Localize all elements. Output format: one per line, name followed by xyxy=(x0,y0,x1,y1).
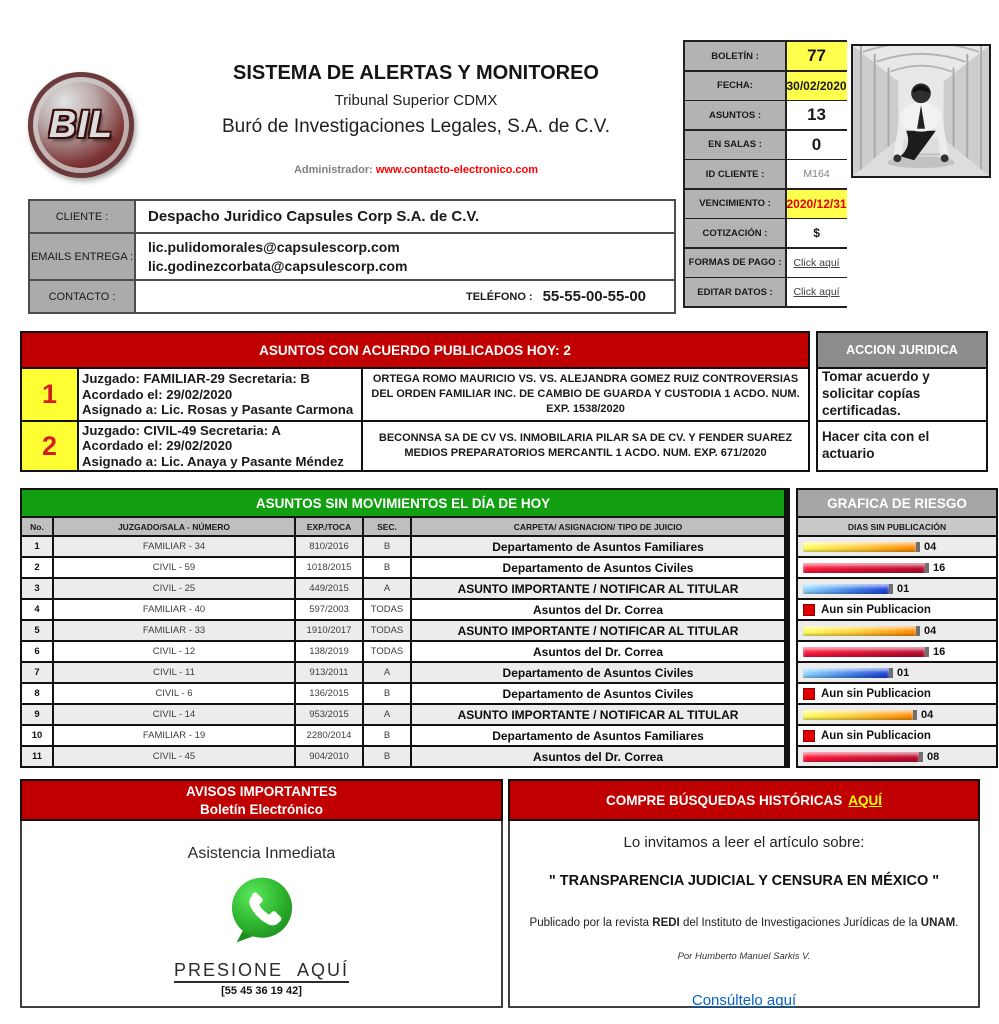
sin-movimientos-title: ASUNTOS SIN MOVIMIENTOS EL DÍA DE HOY xyxy=(22,490,784,516)
expediente-cell: 913/2011 xyxy=(296,663,362,682)
whatsapp-icon[interactable] xyxy=(225,873,299,952)
acuerdos-table-title: ASUNTOS CON ACUERDO PUBLICADOS HOY: 2 xyxy=(22,333,808,367)
column-header: JUZGADO/SALA - NÚMERO xyxy=(54,518,294,535)
risk-bar-cell xyxy=(798,642,996,661)
juzgado-cell: FAMILIAR - 19 xyxy=(54,726,294,745)
avisos-body xyxy=(20,821,503,1008)
no-publication-label: Aun sin Publicacion xyxy=(821,603,931,616)
admin-line xyxy=(160,164,672,176)
expediente-cell: 449/2015 xyxy=(296,579,362,598)
carpeta-cell: Departamento de Asuntos Civiles xyxy=(412,684,784,703)
bil-logo xyxy=(28,72,134,178)
sprinter-photo xyxy=(851,44,991,178)
days-value: 16 xyxy=(933,561,946,574)
risk-bar xyxy=(803,584,893,594)
secretaria-cell: B xyxy=(364,558,410,577)
no-publication-square xyxy=(803,730,815,742)
juzgado-cell: CIVIL - 25 xyxy=(54,579,294,598)
invite-text: Lo invitamos a leer el artículo sobre: xyxy=(623,834,865,851)
asistencia-text: Asistencia Inmediata xyxy=(187,845,336,862)
secretaria-cell: A xyxy=(364,705,410,724)
expediente-cell: 953/2015 xyxy=(296,705,362,724)
grafica-riesgo-column xyxy=(796,488,998,768)
secretaria-cell: TODAS xyxy=(364,621,410,640)
row-number-cell: 9 xyxy=(22,705,52,724)
risk-bar-cell xyxy=(798,726,996,745)
carpeta-cell: Asuntos del Dr. Correa xyxy=(412,642,784,661)
juzgado-cell: CIVIL - 45 xyxy=(54,747,294,766)
avisos-title: AVISOS IMPORTANTES xyxy=(185,783,337,799)
risk-bar xyxy=(803,542,920,552)
juzgado-line: Acordado el: 29/02/2020 xyxy=(82,438,233,454)
risk-bar-cell xyxy=(798,558,996,577)
info-row-value: 30/02/2020 xyxy=(787,72,847,100)
phone-number: 55-55-00-55-00 xyxy=(542,288,646,305)
journal-name: REDI xyxy=(652,917,680,929)
risk-bar xyxy=(803,668,893,678)
juzgado-cell: CIVIL - 6 xyxy=(54,684,294,703)
secretaria-cell: B xyxy=(364,747,410,766)
juzgado-cell: CIVIL - 59 xyxy=(54,558,294,577)
juzgado-line: Asignado a: Lic. Anaya y Pasante Méndez xyxy=(82,453,344,469)
juzgado-line: Acordado el: 29/02/2020 xyxy=(82,386,233,402)
risk-bar-cell xyxy=(798,684,996,703)
risk-bar-cell xyxy=(798,705,996,724)
busquedas-aqui-link[interactable]: AQUÍ xyxy=(848,792,883,808)
click-aqui-link[interactable]: Click aquí xyxy=(793,286,840,298)
info-row-value: 0 xyxy=(787,131,847,159)
emails-value xyxy=(136,234,674,279)
sin-movimientos-table xyxy=(20,488,790,768)
email-line-1: lic.pulidomorales@capsulescorp.com xyxy=(148,238,400,255)
carpeta-cell: Departamento de Asuntos Familiares xyxy=(412,726,784,745)
no-publication-square xyxy=(803,604,815,616)
row-number-cell: 4 xyxy=(22,600,52,619)
article-title: " TRANSPARENCIA JUDICIAL Y CENSURA EN MÉXICO " xyxy=(548,873,940,889)
secretaria-cell: A xyxy=(364,579,410,598)
expediente-cell: 2280/2014 xyxy=(296,726,362,745)
risk-bar-cell xyxy=(798,579,996,598)
days-value: 04 xyxy=(921,708,934,721)
carpeta-cell: Departamento de Asuntos Civiles xyxy=(412,663,784,682)
juzgado-cell: FAMILIAR - 34 xyxy=(54,537,294,556)
title-block xyxy=(160,62,672,176)
info-row-label: FORMAS DE PAGO : xyxy=(685,249,785,277)
accion-juridica-header: ACCION JURIDICA xyxy=(818,333,986,367)
admin-label: Administrador: xyxy=(293,164,373,176)
avisos-subtitle: Boletín Electrónico xyxy=(199,801,324,817)
column-header: SEC. xyxy=(364,518,410,535)
bil-logo-text: BIL xyxy=(48,103,114,146)
expediente-cell: 1910/2017 xyxy=(296,621,362,640)
published-pre: Publicado por la revista xyxy=(529,917,653,929)
row-number-cell: 7 xyxy=(22,663,52,682)
juzgado-cell: FAMILIAR - 33 xyxy=(54,621,294,640)
row-number-cell: 5 xyxy=(22,621,52,640)
company-name: Buró de Investigaciones Legales, S.A. de C.V. xyxy=(222,116,610,137)
acuerdo-juzgado xyxy=(79,369,361,420)
carpeta-cell: ASUNTO IMPORTANTE / NOTIFICAR AL TITULAR xyxy=(412,705,784,724)
accion-juridica-column xyxy=(816,331,988,472)
days-value: 01 xyxy=(897,666,910,679)
row-number-cell: 10 xyxy=(22,726,52,745)
days-value: 08 xyxy=(927,750,940,763)
published-post: . xyxy=(955,917,959,929)
juzgado-cell: CIVIL - 11 xyxy=(54,663,294,682)
info-row-label: BOLETÍN : xyxy=(685,42,785,70)
article-byline: Por Humberto Manuel Sarkis V. xyxy=(677,951,811,962)
info-row-value xyxy=(787,278,847,306)
risk-bar-cell xyxy=(798,747,996,766)
column-header: No. xyxy=(22,518,52,535)
published-line xyxy=(510,917,978,929)
carpeta-cell: ASUNTO IMPORTANTE / NOTIFICAR AL TITULAR xyxy=(412,579,784,598)
info-row-value: 13 xyxy=(787,101,847,129)
info-row-label: ASUNTOS : xyxy=(685,101,785,129)
days-value: 16 xyxy=(933,645,946,658)
info-row-label: ID CLIENTE : xyxy=(685,160,785,188)
carpeta-cell: Asuntos del Dr. Correa xyxy=(412,600,784,619)
accion-cell: Hacer cita con el actuario xyxy=(818,422,986,470)
juzgado-line: Juzgado: FAMILIAR-29 Secretaria: B xyxy=(82,371,310,387)
info-row-label: EDITAR DATOS : xyxy=(685,278,785,306)
acuerdo-carpeta: ORTEGA ROMO MAURICIO VS. VS. ALEJANDRA GOMEZ RUIZ CONTROVERSIAS DEL ORDEN FAMILIAR INC. DE CAMBIO DE GUARDA Y CUSTODIA 1 ACDO. NUM. EXP. 1538/2020 xyxy=(363,369,808,420)
sprinter-photo-graphic xyxy=(853,46,989,176)
info-row-value: $ xyxy=(787,219,847,247)
risk-bar-cell xyxy=(798,621,996,640)
admin-email-link[interactable]: www.contacto-electronico.com xyxy=(375,164,539,176)
carpeta-cell: Departamento de Asuntos Civiles xyxy=(412,558,784,577)
info-row-label: FECHA: xyxy=(685,72,785,100)
emails-label: EMAILS ENTREGA : xyxy=(30,234,134,279)
no-publication-label: Aun sin Publicacion xyxy=(821,729,931,742)
expediente-cell: 136/2015 xyxy=(296,684,362,703)
presione-aqui-link[interactable]: PRESIONE AQUÍ xyxy=(174,960,349,983)
bulletin-info-table xyxy=(683,40,847,308)
risk-bar xyxy=(803,563,929,573)
expediente-cell: 904/2010 xyxy=(296,747,362,766)
client-table xyxy=(28,199,676,314)
org-name: UNAM xyxy=(920,917,956,929)
dias-sin-publicacion-header: DIAS SIN PUBLICACIÓN xyxy=(798,518,996,535)
phone-label: TELÉFONO : xyxy=(465,290,533,303)
grafica-riesgo-header: GRAFICA DE RIESGO xyxy=(798,490,996,516)
acuerdos-table xyxy=(20,331,810,472)
juzgado-cell: CIVIL - 14 xyxy=(54,705,294,724)
row-number-cell: 11 xyxy=(22,747,52,766)
juzgado-cell: FAMILIAR - 40 xyxy=(54,600,294,619)
risk-bar-cell xyxy=(798,537,996,556)
column-header: EXP./TOCA xyxy=(296,518,362,535)
avisos-header xyxy=(20,779,503,821)
acuerdo-row-number: 1 xyxy=(22,369,77,420)
acuerdo-juzgado xyxy=(79,422,361,470)
secretaria-cell: TODAS xyxy=(364,642,410,661)
carpeta-cell: ASUNTO IMPORTANTE / NOTIFICAR AL TITULAR xyxy=(412,621,784,640)
acuerdo-row-number: 2 xyxy=(22,422,77,470)
info-row-value: M164 xyxy=(787,160,847,188)
page-title: SISTEMA DE ALERTAS Y MONITOREO xyxy=(233,62,599,84)
row-number-cell: 8 xyxy=(22,684,52,703)
info-row-value xyxy=(787,249,847,277)
accion-cell: Tomar acuerdo y solicitar copías certificadas. xyxy=(818,369,986,420)
click-aqui-link[interactable]: Click aquí xyxy=(793,256,840,269)
juzgado-line: Juzgado: CIVIL-49 Secretaria: A xyxy=(82,422,281,438)
whatsapp-number: [55 45 36 19 42] xyxy=(221,985,302,997)
no-publication-label: Aun sin Publicacion xyxy=(821,687,931,700)
expediente-cell: 597/2003 xyxy=(296,600,362,619)
consultelo-link[interactable]: Consúltelo aquí xyxy=(691,992,797,1009)
juzgado-cell: CIVIL - 12 xyxy=(54,642,294,661)
secretaria-cell: B xyxy=(364,726,410,745)
days-value: 01 xyxy=(897,582,910,595)
info-row-value: 2020/12/31 xyxy=(787,190,847,218)
row-number-cell: 3 xyxy=(22,579,52,598)
row-number-cell: 6 xyxy=(22,642,52,661)
days-value: 04 xyxy=(924,540,937,553)
contact-label: CONTACTO : xyxy=(30,281,134,312)
days-value: 04 xyxy=(924,624,937,637)
subtitle: Tribunal Superior CDMX xyxy=(334,92,498,109)
risk-bar xyxy=(803,752,923,762)
secretaria-cell: TODAS xyxy=(364,600,410,619)
contact-value xyxy=(136,281,674,312)
risk-bar-cell xyxy=(798,663,996,682)
client-name: Despacho Juridico Capsules Corp S.A. de C.V. xyxy=(136,201,674,232)
risk-bar xyxy=(803,710,917,720)
email-line-2: lic.godinezcorbata@capsulescorp.com xyxy=(148,257,408,274)
busquedas-header xyxy=(508,779,980,821)
expediente-cell: 138/2019 xyxy=(296,642,362,661)
expediente-cell: 810/2016 xyxy=(296,537,362,556)
carpeta-cell: Departamento de Asuntos Familiares xyxy=(412,537,784,556)
info-row-label: VENCIMIENTO : xyxy=(685,190,785,218)
column-header: CARPETA/ ASIGNACION/ TIPO DE JUICIO xyxy=(412,518,784,535)
info-row-label: EN SALAS : xyxy=(685,131,785,159)
acuerdo-carpeta: BECONNSA SA DE CV VS. INMOBILARIA PILAR SA DE CV. Y FENDER SUAREZ MEDIOS PREPARATORIOS MERCANTIL 1 ACDO. NUM. EXP. 671/2020 xyxy=(363,422,808,470)
info-row-value: 77 xyxy=(787,42,847,70)
secretaria-cell: B xyxy=(364,684,410,703)
juzgado-line: Asignado a: Lic. Rosas y Pasante Carmona xyxy=(82,402,354,418)
risk-bar xyxy=(803,626,920,636)
no-publication-square xyxy=(803,688,815,700)
info-row-label: COTIZACIÓN : xyxy=(685,219,785,247)
secretaria-cell: B xyxy=(364,537,410,556)
row-number-cell: 2 xyxy=(22,558,52,577)
expediente-cell: 1018/2015 xyxy=(296,558,362,577)
articulo-body xyxy=(508,821,980,1008)
client-label: CLIENTE : xyxy=(30,201,134,232)
carpeta-cell: Asuntos del Dr. Correa xyxy=(412,747,784,766)
secretaria-cell: A xyxy=(364,663,410,682)
risk-bar-cell xyxy=(798,600,996,619)
row-number-cell: 1 xyxy=(22,537,52,556)
risk-bar xyxy=(803,647,929,657)
published-mid: del Instituto de Investigaciones Jurídicas de la xyxy=(679,917,921,929)
busquedas-title: COMPRE BÚSQUEDAS HISTÓRICAS xyxy=(605,792,843,808)
